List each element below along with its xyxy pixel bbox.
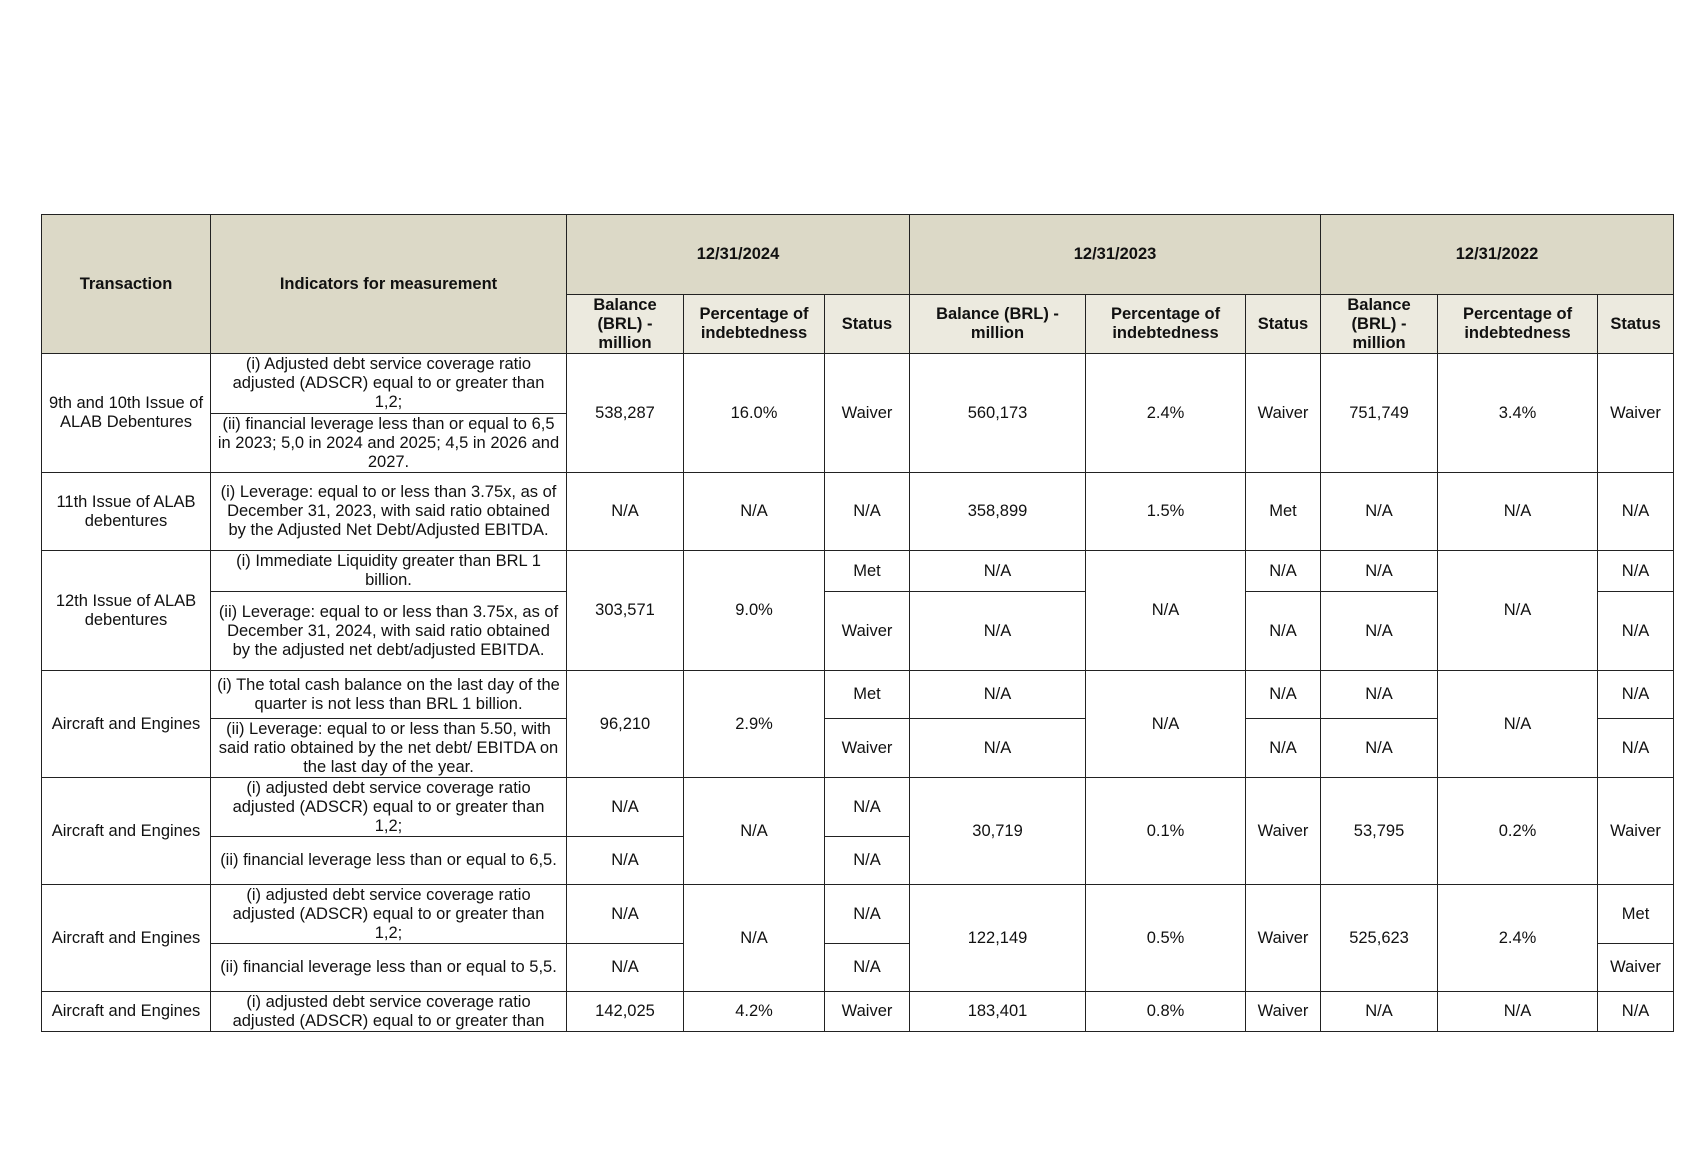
status-2024-cell: Met xyxy=(825,671,910,719)
pct-2024-cell: N/A xyxy=(684,473,825,551)
status-2023-cell: Met xyxy=(1246,473,1321,551)
status-2023-cell: Waiver xyxy=(1246,992,1321,1032)
table-row xyxy=(42,778,1674,837)
status-2022-cell: Waiver xyxy=(1598,778,1674,885)
status-2022-cell: Waiver xyxy=(1598,354,1674,473)
status-2023-cell: Waiver xyxy=(1246,778,1321,885)
pct-2024-cell: N/A xyxy=(684,778,825,885)
balance-2023-cell: N/A xyxy=(910,592,1086,671)
indicator-cell: (ii) Leverage: equal to or less than 3.75x, as of December 31, 2024, with said ratio obtained by the adjusted net debt/adjusted EBITDA. xyxy=(211,592,567,671)
balance-2022-cell: 53,795 xyxy=(1321,778,1438,885)
header-period-2022: 12/31/2022 xyxy=(1321,215,1674,295)
pct-2023-cell: N/A xyxy=(1086,671,1246,778)
indicator-cell: (i) Adjusted debt service coverage ratio adjusted (ADSCR) equal to or greater than 1,2; xyxy=(211,354,567,414)
table-row xyxy=(42,671,1674,719)
balance-2023-cell: 183,401 xyxy=(910,992,1086,1032)
pct-2024-cell: 2.9% xyxy=(684,671,825,778)
table-row xyxy=(42,885,1674,944)
balance-2022-cell: 525,623 xyxy=(1321,885,1438,992)
header-status-2024: Status xyxy=(825,295,910,354)
balance-2024-cell: N/A xyxy=(567,778,684,837)
status-2024-cell: N/A xyxy=(825,944,910,992)
status-2022-cell: N/A xyxy=(1598,992,1674,1032)
balance-2023-cell: 122,149 xyxy=(910,885,1086,992)
balance-2024-cell: N/A xyxy=(567,837,684,885)
transaction-cell: Aircraft and Engines xyxy=(42,671,211,778)
indicator-cell: (i) adjusted debt service coverage ratio adjusted (ADSCR) equal to or greater than 1,2; xyxy=(211,885,567,944)
table-row xyxy=(42,719,1674,778)
balance-2023-cell: 560,173 xyxy=(910,354,1086,473)
indicator-cell: (i) adjusted debt service coverage ratio adjusted (ADSCR) equal to or greater than xyxy=(211,992,567,1032)
indicator-cell: (i) Leverage: equal to or less than 3.75x, as of December 31, 2023, with said ratio obtained by the Adjusted Net Debt/Adjusted EBITDA. xyxy=(211,473,567,551)
pct-2023-cell: 0.5% xyxy=(1086,885,1246,992)
status-2024-cell: N/A xyxy=(825,885,910,944)
balance-2022-cell: N/A xyxy=(1321,719,1438,778)
indicator-cell: (ii) financial leverage less than or equal to 6,5 in 2023; 5,0 in 2024 and 2025; 4,5 in 2026 and 2027. xyxy=(211,414,567,473)
pct-2024-cell: 16.0% xyxy=(684,354,825,473)
pct-2022-cell: 3.4% xyxy=(1438,354,1598,473)
status-2023-cell: N/A xyxy=(1246,592,1321,671)
balance-2024-cell: N/A xyxy=(567,473,684,551)
header-balance-2024: Balance (BRL) - million xyxy=(567,295,684,354)
balance-2024-cell: N/A xyxy=(567,885,684,944)
pct-2022-cell: 2.4% xyxy=(1438,885,1598,992)
pct-2024-cell: 9.0% xyxy=(684,551,825,671)
header-balance-2022: Balance (BRL) - million xyxy=(1321,295,1438,354)
pct-2022-cell: N/A xyxy=(1438,992,1598,1032)
header-pct-2023: Percentage of indebtedness xyxy=(1086,295,1246,354)
header-period-2024: 12/31/2024 xyxy=(567,215,910,295)
status-2024-cell: N/A xyxy=(825,778,910,837)
indicator-cell: (i) The total cash balance on the last day of the quarter is not less than BRL 1 billion. xyxy=(211,671,567,719)
status-2023-cell: N/A xyxy=(1246,671,1321,719)
status-2022-cell: Waiver xyxy=(1598,944,1674,992)
indicator-cell: (i) adjusted debt service coverage ratio adjusted (ADSCR) equal to or greater than 1,2; xyxy=(211,778,567,837)
covenant-table xyxy=(41,214,1674,1032)
indicator-cell: (ii) financial leverage less than or equal to 6,5. xyxy=(211,837,567,885)
pct-2022-cell: N/A xyxy=(1438,671,1598,778)
status-2022-cell: N/A xyxy=(1598,551,1674,592)
header-period-2023: 12/31/2023 xyxy=(910,215,1321,295)
transaction-cell: Aircraft and Engines xyxy=(42,992,211,1032)
balance-2022-cell: N/A xyxy=(1321,592,1438,671)
balance-2024-cell: 303,571 xyxy=(567,551,684,671)
balance-2024-cell: 96,210 xyxy=(567,671,684,778)
transaction-cell: Aircraft and Engines xyxy=(42,778,211,885)
pct-2022-cell: N/A xyxy=(1438,551,1598,671)
indicator-cell: (ii) Leverage: equal to or less than 5.50, with said ratio obtained by the net debt/ EBITDA on the last day of the year. xyxy=(211,719,567,778)
balance-2022-cell: 751,749 xyxy=(1321,354,1438,473)
balance-2024-cell: 142,025 xyxy=(567,992,684,1032)
pct-2023-cell: 0.1% xyxy=(1086,778,1246,885)
status-2023-cell: N/A xyxy=(1246,551,1321,592)
header-indicators: Indicators for measurement xyxy=(211,215,567,354)
table-row xyxy=(42,473,1674,551)
pct-2022-cell: N/A xyxy=(1438,473,1598,551)
balance-2023-cell: N/A xyxy=(910,551,1086,592)
header-pct-2024: Percentage of indebtedness xyxy=(684,295,825,354)
status-2023-cell: N/A xyxy=(1246,719,1321,778)
balance-2023-cell: N/A xyxy=(910,671,1086,719)
header-balance-2023: Balance (BRL) - million xyxy=(910,295,1086,354)
status-2022-cell: Met xyxy=(1598,885,1674,944)
balance-2024-cell: N/A xyxy=(567,944,684,992)
pct-2023-cell: 0.8% xyxy=(1086,992,1246,1032)
transaction-cell: Aircraft and Engines xyxy=(42,885,211,992)
pct-2022-cell: 0.2% xyxy=(1438,778,1598,885)
indicator-cell: (ii) financial leverage less than or equal to 5,5. xyxy=(211,944,567,992)
table-row xyxy=(42,992,1674,1032)
header-status-2023: Status xyxy=(1246,295,1321,354)
status-2022-cell: N/A xyxy=(1598,671,1674,719)
transaction-cell: 12th Issue of ALAB debentures xyxy=(42,551,211,671)
status-2024-cell: Waiver xyxy=(825,719,910,778)
status-2024-cell: Waiver xyxy=(825,592,910,671)
pct-2023-cell: 2.4% xyxy=(1086,354,1246,473)
status-2024-cell: Met xyxy=(825,551,910,592)
balance-2022-cell: N/A xyxy=(1321,992,1438,1032)
status-2023-cell: Waiver xyxy=(1246,885,1321,992)
status-2022-cell: N/A xyxy=(1598,592,1674,671)
transaction-cell: 11th Issue of ALAB debentures xyxy=(42,473,211,551)
pct-2023-cell: 1.5% xyxy=(1086,473,1246,551)
status-2022-cell: N/A xyxy=(1598,719,1674,778)
balance-2022-cell: N/A xyxy=(1321,551,1438,592)
table-row xyxy=(42,354,1674,414)
balance-2023-cell: N/A xyxy=(910,719,1086,778)
status-2024-cell: Waiver xyxy=(825,992,910,1032)
pct-2023-cell: N/A xyxy=(1086,551,1246,671)
table-row xyxy=(42,592,1674,671)
indicator-cell: (i) Immediate Liquidity greater than BRL 1 billion. xyxy=(211,551,567,592)
balance-2023-cell: 30,719 xyxy=(910,778,1086,885)
status-2024-cell: Waiver xyxy=(825,354,910,473)
header-status-2022: Status xyxy=(1598,295,1674,354)
balance-2022-cell: N/A xyxy=(1321,671,1438,719)
status-2024-cell: N/A xyxy=(825,473,910,551)
table-row xyxy=(42,551,1674,592)
status-2023-cell: Waiver xyxy=(1246,354,1321,473)
status-2022-cell: N/A xyxy=(1598,473,1674,551)
pct-2024-cell: 4.2% xyxy=(684,992,825,1032)
balance-2022-cell: N/A xyxy=(1321,473,1438,551)
balance-2023-cell: 358,899 xyxy=(910,473,1086,551)
balance-2024-cell: 538,287 xyxy=(567,354,684,473)
transaction-cell: 9th and 10th Issue of ALAB Debentures xyxy=(42,354,211,473)
pct-2024-cell: N/A xyxy=(684,885,825,992)
header-pct-2022: Percentage of indebtedness xyxy=(1438,295,1598,354)
status-2024-cell: N/A xyxy=(825,837,910,885)
header-transaction: Transaction xyxy=(42,215,211,354)
